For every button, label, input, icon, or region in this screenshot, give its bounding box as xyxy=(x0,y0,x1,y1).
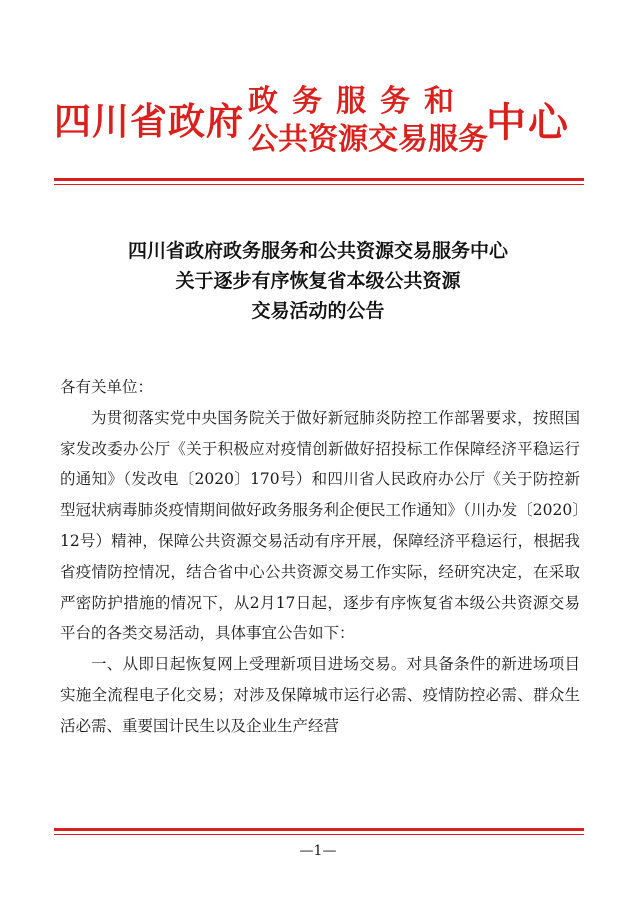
footer-divider-thin xyxy=(54,834,584,835)
footer-divider-thick xyxy=(54,828,584,831)
letterhead-left-text: 四川省政府 xyxy=(54,100,244,143)
body-paragraph-2: 一、从即日起恢复网上受理新项目进场交易。对具备条件的新进场项目实施全流程电子化交易；对涉及保障城市运行必需、疫情防控必需、群众生活必需、重要国计民生以及企业生产经营 xyxy=(60,655,580,735)
document-title xyxy=(48,236,588,326)
letterhead-middle-block xyxy=(248,84,488,160)
page-number: —1— xyxy=(299,843,337,859)
salutation: 各有关单位： xyxy=(60,378,154,396)
letterhead-divider-thin xyxy=(54,184,584,185)
red-letterhead xyxy=(54,84,584,164)
title-line-1: 四川省政府政务服务和公共资源交易服务中心 xyxy=(127,240,508,262)
title-line-3: 交易活动的公告 xyxy=(251,300,385,322)
letterhead-middle-line-1: 政务服务和 xyxy=(248,84,468,119)
letterhead-divider-thick xyxy=(54,178,584,181)
body-paragraph-1: 为贯彻落实党中央国务院关于做好新冠肺炎防控工作部署要求，按照国家发改委办公厅《关于积极应对疫情创新做好招投标工作保障经济平稳运行的通知》（发改电〔2020〕170号）和四川省人民政府办公厅《关于防控新型冠状病毒肺炎疫情期间做好政务服务利企便民工作通知》（川办发〔2020〕12号）精神，保障公共资源交易活动有序开展，保障经济平稳运行，根据我省疫情防控情况，结合省中心公共资源交易工作实际，经研究决定，在采取严密防护措施的情况下，从2月17日起，逐步有序恢复省本级公共资源交易平台的各类交易活动，具体事宜公告如下： xyxy=(60,408,580,643)
letterhead-middle-line-2: 公共资源交易服务 xyxy=(248,122,488,157)
document-body xyxy=(60,372,580,742)
title-line-2: 关于逐步有序恢复省本级公共资源 xyxy=(175,270,461,292)
letterhead-right-text: 中心 xyxy=(486,100,570,146)
